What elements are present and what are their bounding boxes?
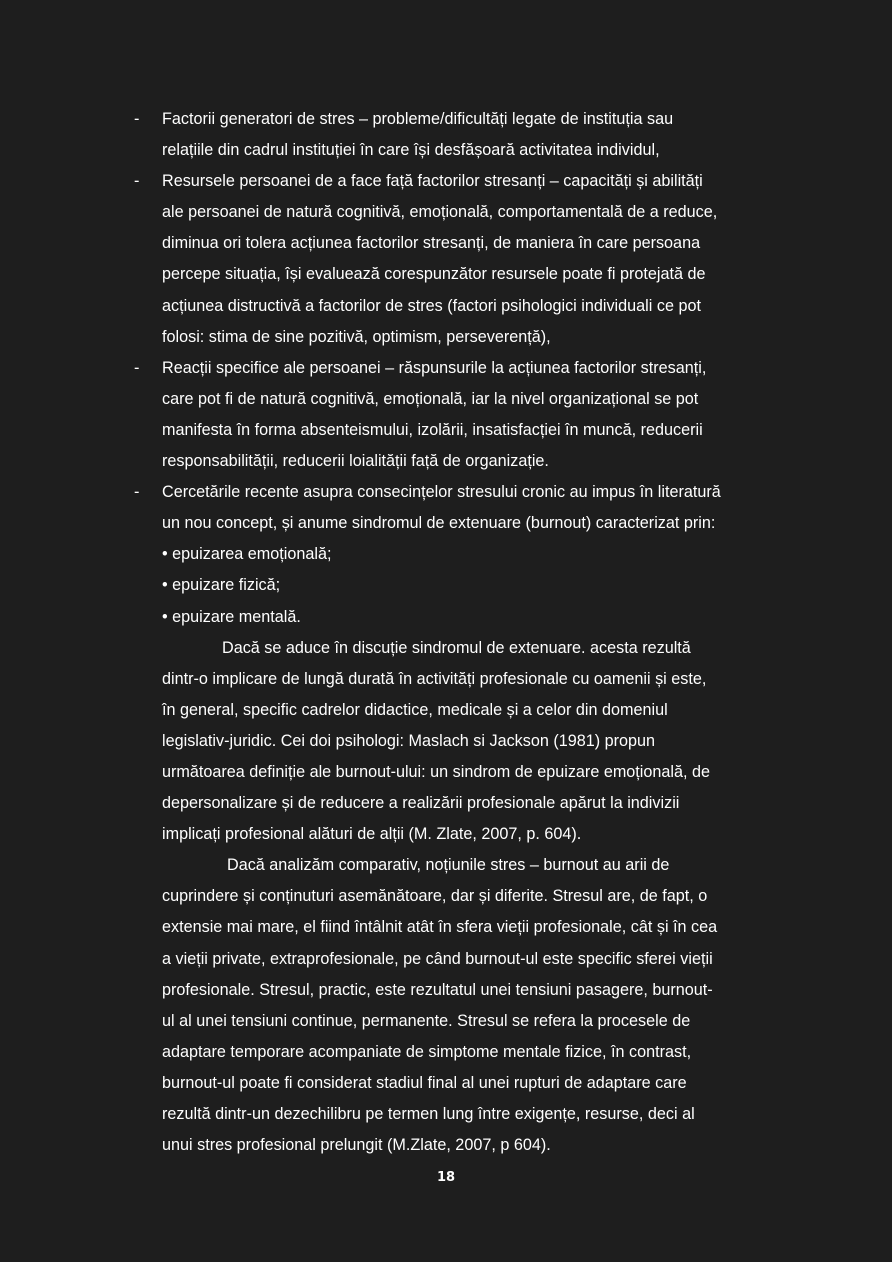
text-line: următoarea definiție ale burnout-ului: un sindrom de epuizare emoțională, de — [162, 762, 711, 781]
text-line: Cercetările recente asupra consecințelor stresului cronic au impus în literatură — [162, 483, 721, 502]
paragraph-stress-vs-burnout — [0, 850, 892, 1161]
list-dash: - — [134, 110, 140, 128]
list-item — [0, 166, 892, 353]
text-line: adaptare temporare acompaniate de simptome mentale fizice, în contrast, — [162, 1042, 692, 1061]
text-line: Factorii generatori de stres – probleme/dificultăți legate de instituția sau — [162, 110, 674, 128]
text-line: percepe situația, își evaluează corespunzător resursele poate fi protejată de — [162, 265, 706, 284]
list-item — [0, 104, 892, 166]
list-dash: - — [134, 172, 140, 191]
text-line: Dacă analizăm comparativ, noțiunile stres – burnout au arii de — [227, 856, 670, 875]
text-line: depersonalizare și de reducere a realizării profesionale apărut la indivizii — [162, 794, 680, 813]
paragraph-burnout-definition — [0, 633, 892, 851]
text-line: rezultă dintr-un dezechilibru pe termen lung între exigențe, resurse, deci al — [162, 1105, 695, 1123]
text-line: extensie mai mare, el fiind întâlnit atât în sfera vieții profesionale, cât și în cea — [162, 918, 718, 937]
text-line: implicați profesional alături de alții (M. Zlate, 2007, p. 604). — [162, 825, 582, 844]
text-line: unui stres profesional prelungit (M.Zlate, 2007, p 604). — [162, 1136, 551, 1155]
text-line: folosi: stima de sine pozitivă, optimism, perseverență), — [162, 327, 551, 346]
text-line: acțiunea distructivă a factorilor de stres (factori psihologici individuali ce pot — [162, 296, 701, 315]
text-line: care pot fi de natură cognitivă, emoțională, iar la nivel organizațional se pot — [162, 389, 699, 408]
list-dash: - — [134, 358, 140, 377]
text-line: ale persoanei de natură cognitivă, emoțională, comportamentală de a reduce, — [162, 203, 718, 222]
text-line: profesionale. Stresul, practic, este rezultatul unei tensiuni pasagere, burnout- — [162, 980, 713, 999]
text-line: ul al unei tensiuni continue, permanente. Stresul se refera la procesele de — [162, 1011, 691, 1030]
text-line: legislativ-juridic. Cei doi psihologi: Maslach si Jackson (1981) propun — [162, 731, 656, 750]
list-item — [0, 353, 892, 477]
text-line: manifesta în forma absenteismului, izolării, insatisfacției în muncă, reducerii — [162, 420, 703, 439]
text-line: diminua ori tolera acțiunea factorilor stresanți, de maniera în care persoana — [162, 234, 701, 253]
list-item — [0, 477, 892, 632]
text-line: în general, specific cadrelor didactice, medicale și a celor din domeniul — [162, 700, 668, 719]
text-line: a vieții private, extraprofesionale, pe când burnout-ul este specific sferei vieții — [162, 949, 713, 968]
bullet-line: • epuizare fizică; — [162, 576, 281, 595]
text-line: cuprindere și conținuturi asemănătoare, dar și diferite. Stresul are, de fapt, o — [162, 887, 708, 906]
bullet-line: • epuizarea emoțională; — [162, 545, 332, 564]
text-line: relațiile din cadrul instituției în care își desfășoară activitatea individul, — [162, 141, 660, 160]
page-number: 18 — [436, 1170, 456, 1185]
text-line: Dacă se aduce în discuție sindromul de extenuare. acesta rezultă — [222, 638, 691, 657]
text-line: Resursele persoanei de a face față factorilor stresanți – capacități și abilități — [162, 172, 703, 191]
text-line: Reacții specifice ale persoanei – răspunsurile la acțiunea factorilor stresanți, — [162, 358, 707, 377]
text-line: burnout-ul poate fi considerat stadiul final al unei rupturi de adaptare care — [162, 1073, 687, 1092]
text-line: dintr-o implicare de lungă durată în activități profesionale cu oamenii și este, — [162, 669, 707, 688]
page-content — [0, 104, 892, 1161]
list-dash: - — [134, 483, 140, 502]
bullet-line: • epuizare mentală. — [162, 607, 301, 626]
text-line: un nou concept, și anume sindromul de extenuare (burnout) caracterizat prin: — [162, 514, 716, 533]
text-line: responsabilității, reducerii loialității față de organizație. — [162, 452, 549, 471]
